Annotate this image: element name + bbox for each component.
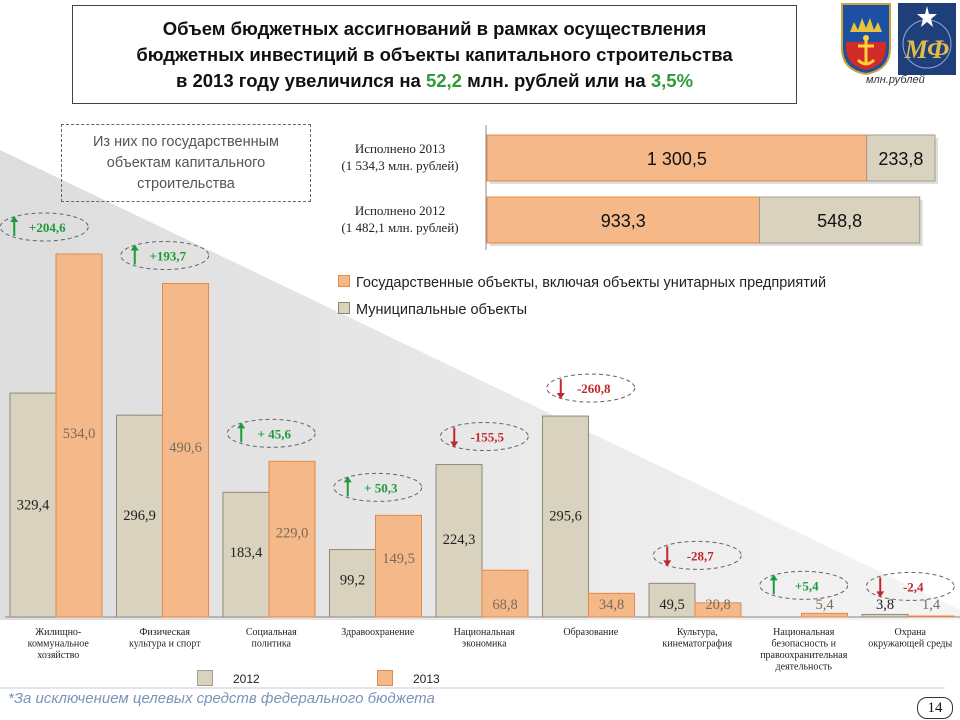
data-label-2012: 3,8 — [875, 597, 895, 613]
legend-2012 — [197, 670, 260, 686]
arrow-up-icon — [237, 422, 245, 428]
arrow-up-icon — [10, 216, 18, 222]
category-label: Жилищно- — [35, 627, 82, 638]
state-objects-note: Из них по государственным объектам капитального строительства — [61, 124, 311, 202]
title-line-2: бюджетных инвестиций в объекты капитального строительства — [136, 43, 733, 65]
category-label: деятельность — [775, 661, 832, 673]
change-value: + 50,3 — [364, 480, 398, 496]
data-label-2012: 99,2 — [339, 572, 366, 589]
data-label-2012: 295,6 — [549, 508, 582, 525]
change-value: -2,4 — [902, 579, 924, 595]
summary-state-value: 1 300,5 — [646, 149, 707, 169]
legend-2013 — [377, 670, 440, 686]
legend-2013-label: 2013 — [413, 672, 440, 686]
category-label: политика — [251, 638, 291, 650]
category-label: Национальная — [773, 627, 835, 638]
units-label: млн.рублей — [866, 74, 925, 86]
svg-text:МФ: МФ — [904, 35, 950, 64]
category-label: экономика — [461, 638, 507, 650]
change-value: +193,7 — [149, 248, 187, 264]
change-value: +5,4 — [794, 578, 819, 594]
summary-state-value: 933,3 — [600, 211, 646, 231]
legend-state-label: Государственные объекты, включая объекты унитарных предприятий — [356, 275, 827, 291]
arrow-up-icon — [131, 245, 139, 251]
arrow-up-icon — [770, 574, 778, 580]
category-label: Образование — [563, 627, 619, 638]
summary-municipal-value: 548,8 — [817, 211, 863, 231]
summary-municipal-value: 233,8 — [878, 149, 924, 169]
data-label-2012: 296,9 — [123, 508, 156, 525]
category-label: правоохранительная — [760, 650, 848, 661]
arrow-down-icon — [663, 560, 671, 566]
bar-2013 — [802, 613, 848, 617]
data-label-2013: 149,5 — [382, 551, 415, 568]
title-line-1: Объем бюджетных ассигнований в рамках осуществления — [162, 17, 707, 39]
page-number: 14 — [917, 697, 953, 719]
footnote: *За исключением целевых средств федерального бюджета — [8, 690, 435, 707]
data-label-2013: 5,4 — [815, 597, 834, 613]
legend-municipal-label: Муниципальные объекты — [356, 302, 528, 318]
data-label-2013: 1,4 — [921, 597, 941, 613]
data-label-2013: 34,8 — [598, 597, 625, 613]
category-label: Здравоохранение — [341, 627, 415, 638]
data-label-2013: 490,6 — [169, 439, 202, 456]
summary-row-title: Исполнено 2013 — [354, 141, 446, 156]
category-label: Охрана — [894, 627, 926, 638]
title-line-3-middle: млн. рублей или на — [461, 69, 651, 91]
category-label: коммунальное — [27, 638, 89, 650]
change-value: -155,5 — [470, 429, 505, 445]
summary-row-title: Исполнено 2012 — [354, 203, 446, 218]
title-line-3-start: в 2013 году увеличился на — [175, 69, 426, 91]
category-label: окружающей среды — [868, 638, 953, 650]
category-label: Национальная — [453, 627, 515, 638]
title-increase-percent: 3,5% — [650, 69, 694, 91]
legend-2012-swatch — [197, 670, 213, 686]
arrow-down-icon — [450, 442, 458, 448]
category-label: безопасность и — [771, 638, 836, 650]
data-label-2013: 68,8 — [492, 597, 518, 613]
data-label-2012: 224,3 — [442, 531, 476, 548]
category-label: Социальная — [245, 627, 297, 638]
arrow-down-icon — [557, 393, 565, 399]
category-label: культура и спорт — [128, 638, 201, 650]
category-label: хозяйство — [37, 650, 80, 661]
legend-2013-swatch — [377, 670, 393, 686]
bar-2012 — [862, 614, 908, 617]
data-label-2013: 20,8 — [705, 597, 731, 613]
data-label-2012: 329,4 — [16, 497, 50, 514]
category-label: кинематография — [662, 638, 733, 650]
data-label-2012: 183,4 — [229, 545, 263, 562]
data-label-2013: 534,0 — [62, 425, 96, 442]
summary-row-total: (1 482,1 млн. рублей) — [341, 220, 459, 235]
change-value: + 45,6 — [257, 426, 291, 442]
category-label: Физическая — [139, 627, 190, 638]
change-value: -260,8 — [576, 381, 611, 397]
title-increase-amount: 52,2 — [425, 69, 462, 91]
category-label: Культура, — [676, 627, 718, 638]
data-label-2013: 229,0 — [275, 525, 309, 542]
change-value: +204,6 — [28, 220, 66, 235]
arrow-up-icon — [344, 476, 352, 482]
change-value: -28,7 — [686, 548, 714, 564]
legend-2012-label: 2012 — [233, 672, 260, 686]
summary-row-total: (1 534,3 млн. рублей) — [341, 158, 459, 173]
bar-2013 — [908, 616, 954, 617]
data-label-2012: 49,5 — [659, 597, 685, 613]
